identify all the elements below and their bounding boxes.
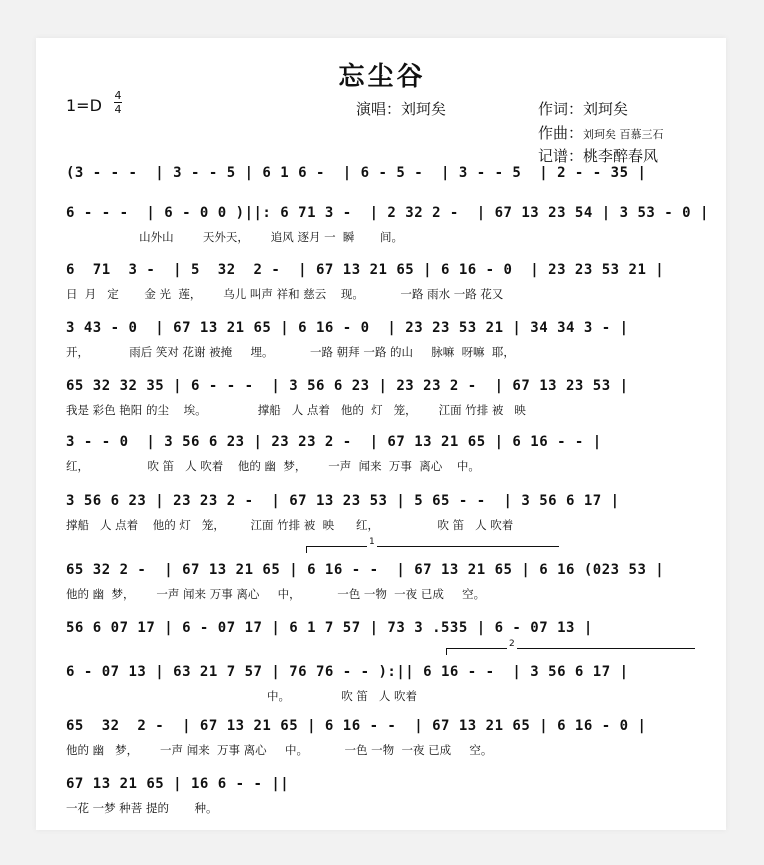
notation-line: 6 - 07 13 | 63 21 7 57 | 76 76 - - ):|| 6 16 - - | 3 56 6 17 | (66, 664, 629, 680)
lyrics-line: 中。 吹 笛 人 吹着 (66, 689, 418, 703)
notation-line: (3 - - - | 3 - - 5 | 6 1 6 - | 6 - 5 - | 3 - - 5 | 2 - - 35 | (66, 165, 647, 181)
composer-credit (538, 122, 664, 143)
transcriber-credit: 记谱：桃李醉春风 (538, 147, 659, 165)
composer-label: 作曲： (538, 124, 584, 142)
lyrics-line: 他的 幽 梦， 一声 闻来 万事 离心 中， 一色 一物 一夜 已成 空。 (66, 587, 486, 601)
notation-line: 3 56 6 23 | 23 23 2 - | 67 13 23 53 | 5 65 - - | 3 56 6 17 | (66, 493, 620, 509)
key-signature: 1=D (66, 96, 102, 115)
notation-line: 65 32 32 35 | 6 - - - | 3 56 6 23 | 23 23 2 - | 67 13 23 53 | (66, 378, 629, 394)
lyrics-line: 日 月 定 金 光 莲， 乌儿 叫声 祥和 慈云 现。 一路 雨水 一路 花又 (66, 287, 504, 301)
lyrics-line: 开， 雨后 笑对 花谢 被掩 埋。 一路 朝拜 一路 的山 脉嘛 呀嘛 耶， (66, 345, 515, 359)
song-title: 忘尘谷 (338, 62, 426, 92)
notation-line: 6 71 3 - | 5 32 2 - | 67 13 21 65 | 6 16 - 0 | 23 23 53 21 | (66, 262, 665, 278)
time-signature (114, 90, 122, 115)
time-bottom: 4 (114, 103, 122, 116)
notation-line: 6 - - - | 6 - 0 0 )||: 6 71 3 - | 2 32 2 - | 67 13 23 54 | 3 53 - 0 | (66, 205, 709, 221)
lyrics-line: 他的 幽 梦， 一声 闻来 万事 离心 中。 一色 一物 一夜 已成 空。 (66, 743, 493, 757)
notation-line: 3 - - 0 | 3 56 6 23 | 23 23 2 - | 67 13 21 65 | 6 16 - - | (66, 434, 602, 450)
lyrics-line: 我是 彩色 艳阳 的尘 埃。 撑船 人 点着 他的 灯 笼， 江面 竹排 被 映 (66, 403, 526, 417)
volta-bracket-1-number: 1 (369, 537, 375, 547)
volta-bracket-2-number: 2 (509, 639, 515, 649)
composer-names: 刘珂矣 百慕三石 (583, 128, 664, 141)
notation-line: 56 6 07 17 | 6 - 07 17 | 6 1 7 57 | 73 3 .535 | 6 - 07 13 | (66, 620, 593, 636)
lyrics-line: 红， 吹 笛 人 吹着 他的 幽 梦， 一声 闻来 万事 离心 中。 (66, 459, 480, 473)
lyrics-line: 撑船 人 点着 他的 灯 笼， 江面 竹排 被 映 红， 吹 笛 人 吹着 (66, 518, 514, 532)
lyrics-line: 山外山 天外天， 追风 逐月 一 瞬 间。 (66, 230, 403, 244)
lyrics-line: 一花 一梦 种菩 提的 种。 (66, 801, 218, 815)
singer-credit: 演唱：刘珂矣 (356, 100, 447, 118)
notation-line: 67 13 21 65 | 16 6 - - || (66, 776, 290, 792)
notation-line: 65 32 2 - | 67 13 21 65 | 6 16 - - | 67 13 21 65 | 6 16 (023 53 | (66, 562, 665, 578)
volta-bracket-2 (446, 639, 695, 655)
notation-line: 3 43 - 0 | 67 13 21 65 | 6 16 - 0 | 23 23 53 21 | 34 34 3 - | (66, 320, 629, 336)
time-top: 4 (114, 89, 122, 102)
lyricist-credit: 作词：刘珂矣 (538, 100, 629, 118)
notation-line: 65 32 2 - | 67 13 21 65 | 6 16 - - | 67 13 21 65 | 6 16 - 0 | (66, 718, 647, 734)
volta-bracket-1 (306, 537, 559, 553)
